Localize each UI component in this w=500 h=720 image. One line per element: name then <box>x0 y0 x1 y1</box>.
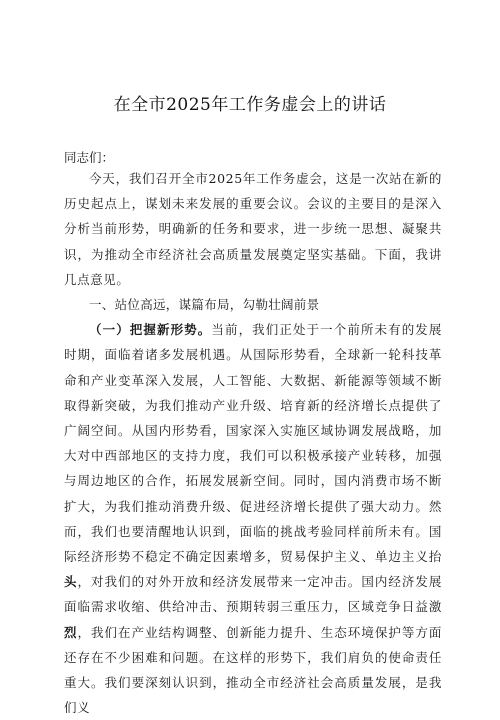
salutation: 同志们： <box>64 150 115 165</box>
section-heading: 一、站位高远，谋篇布局，勾勒壮阔前景 <box>89 297 320 313</box>
document-body <box>64 166 442 720</box>
document-title: 在全市2025年工作务虚会上的讲话 <box>113 95 387 115</box>
paragraph-text: ，我们在产业结构调整、创新能力提升、生态环境保护等方面还存在不少困难和问题。在这样的形势下，我们肩负的使命责任重大。我们要深刻认识到，推动全市经济社会高质量发展，是我们义 <box>64 624 442 716</box>
emphasis-char: 烈 <box>64 624 78 640</box>
emphasis-char: 头 <box>64 574 78 590</box>
intro-paragraph: 今天，我们召开全市2025年工作务虚会，这是一次站在新的历史起点上，谋划未来发展的重要会议。会议的主要目的是深入分析当前形势，明确新的任务和要求，进一步统一思想、凝聚共识，为推动全市经济社会高质量发展奠定坚实基础。下面，我讲几点意见。 <box>64 171 442 287</box>
body-paragraph <box>64 317 442 720</box>
paragraph-lead: （一）把握新形势。 <box>89 322 212 338</box>
paragraph-text: 当前，我们正处于一个前所未有的发展时期，面临着诸多发展机遇。从国际形势看，全球新一轮科技革命和产业变革深入发展，人工智能、大数据、新能源等领域不断取得新突破，为我们推动产业升级、培育新的经济增长点提供了广阔空间。从国内形势看，国家深入实施区域协调发展战略，加大对中西部地区的支持力度，我们可以积极承接产业转移，加强与周边地区的合作，拓展发展新空间。同时，国内消费市场不断扩大，为我们推动消费升级、促进经济增长提供了强大动力。然而，我们也要清醒地认识到，面临的挑战考验同样前所未有。国际经济形势不稳定不确定因素增多，贸易保护主义、单边主义抬 <box>64 322 443 565</box>
paragraph-text: ，对我们的对外开放和经济发展带来一定冲击。国内经济发展面临需求收缩、供给冲击、预期转弱三重压力，区域竞争日益激 <box>64 574 442 615</box>
